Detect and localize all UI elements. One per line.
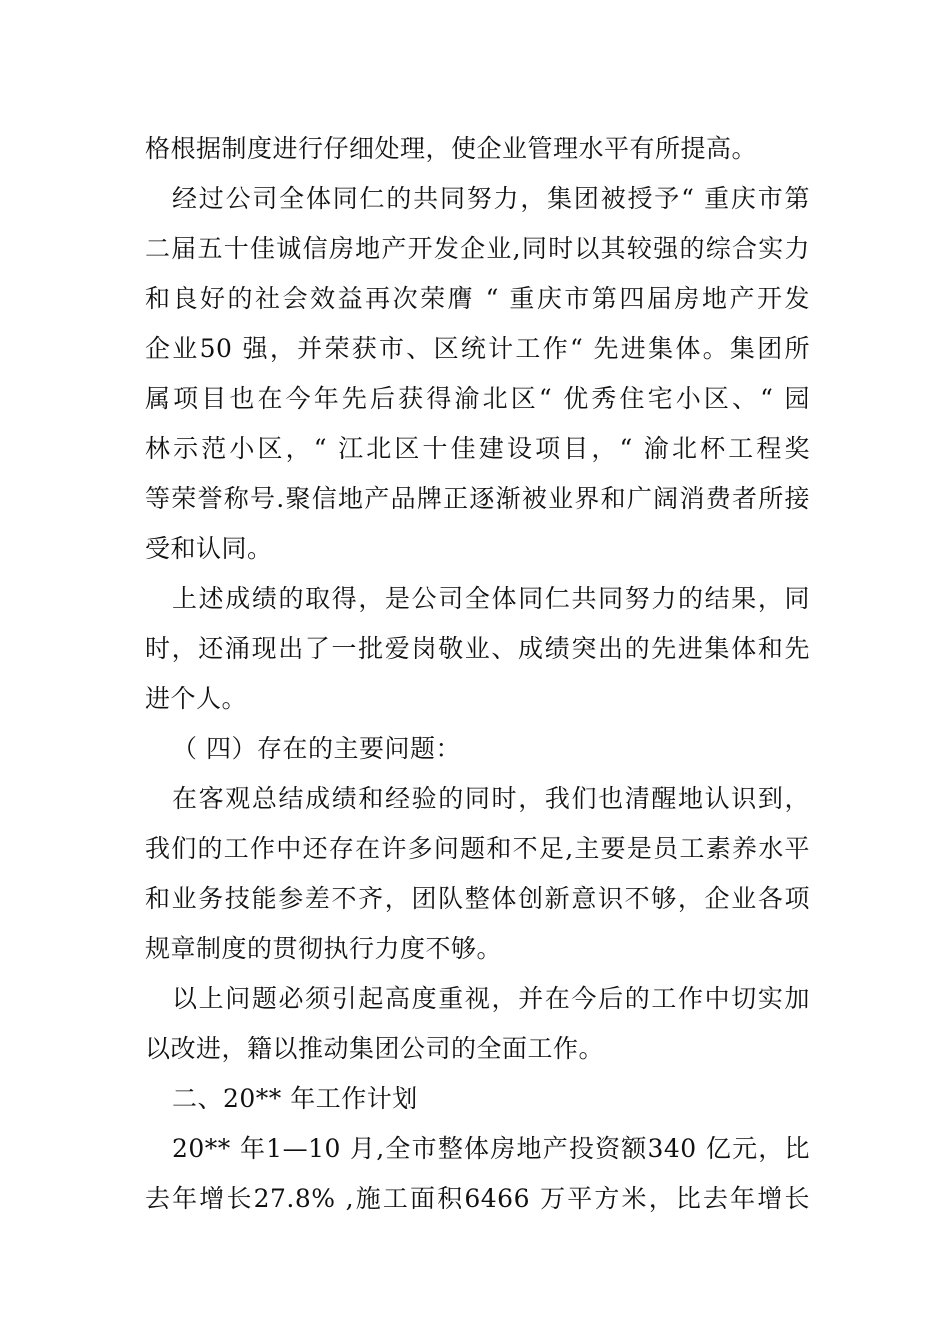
paragraph-line: 林示范小区，“ 江北区十佳建设项目，“ 渝北杯工程奖: [145, 434, 810, 463]
paragraph-line: 在客观总结成绩和经验的同时，我们也清醒地认识到，: [172, 784, 810, 813]
section-heading: （ 四）存在的主要问题：: [172, 734, 461, 763]
paragraph-line: 规章制度的贯彻执行力度不够。: [145, 934, 503, 963]
paragraph-line: 时，还涌现出了一批爱岗敬业、成绩突出的先进集体和先: [145, 634, 810, 663]
paragraph-line: 和业务技能参差不齐，团队整体创新意识不够，企业各项: [145, 884, 810, 913]
paragraph-line: 进个人。: [145, 684, 248, 713]
paragraph-line: 上述成绩的取得，是公司全体同仁共同努力的结果，同: [172, 584, 810, 613]
paragraph-line: 我们的工作中还存在许多问题和不足,主要是员工素养水平: [145, 834, 810, 863]
section-heading: 二、20** 年工作计划: [172, 1084, 418, 1113]
paragraph-line: 和良好的社会效益再次荣膺 “ 重庆市第四届房地产开发: [145, 284, 810, 313]
paragraph-line: 去年增长27.8% ,施工面积6466 万平方米，比去年增长: [145, 1184, 810, 1213]
paragraph-line: 格根据制度进行仔细处理，使企业管理水平有所提高。: [145, 134, 758, 163]
paragraph-line: 企业50 强，并荣获市、区统计工作“ 先进集体。集团所: [145, 334, 810, 363]
paragraph-line: 受和认同。: [145, 534, 273, 563]
paragraph-line: 经过公司全体同仁的共同努力，集团被授予“ 重庆市第: [172, 184, 810, 213]
paragraph-line: 以改进，籍以推动集团公司的全面工作。: [145, 1034, 605, 1063]
paragraph-line: 属项目也在今年先后获得渝北区“ 优秀住宅小区、“ 园: [145, 384, 810, 413]
paragraph-line: 20** 年1—10 月,全市整体房地产投资额340 亿元，比: [172, 1134, 810, 1163]
paragraph-line: 等荣誉称号.聚信地产品牌正逐渐被业界和广阔消费者所接: [145, 484, 810, 513]
paragraph-line: 以上问题必须引起高度重视，并在今后的工作中切实加: [172, 984, 810, 1013]
paragraph-line: 二届五十佳诚信房地产开发企业,同时以其较强的综合实力: [145, 234, 810, 263]
